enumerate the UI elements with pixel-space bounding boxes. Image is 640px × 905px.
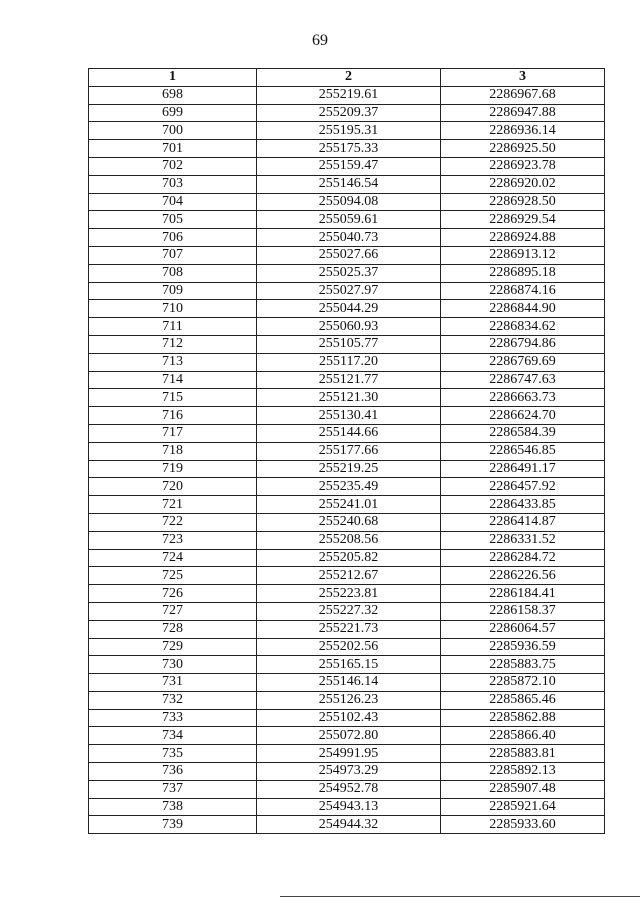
cell-x-coordinate: 255094.08 bbox=[257, 193, 441, 211]
cell-x-coordinate: 255227.32 bbox=[257, 602, 441, 620]
cell-x-coordinate: 254943.13 bbox=[257, 798, 441, 816]
table-row bbox=[89, 816, 605, 834]
cell-point-number: 707 bbox=[89, 246, 257, 264]
cell-x-coordinate: 255235.49 bbox=[257, 478, 441, 496]
table-header-row bbox=[89, 69, 605, 87]
cell-point-number: 720 bbox=[89, 478, 257, 496]
cell-y-coordinate: 2286064.57 bbox=[441, 620, 605, 638]
cell-point-number: 724 bbox=[89, 549, 257, 567]
table-row bbox=[89, 727, 605, 745]
cell-y-coordinate: 2285892.13 bbox=[441, 763, 605, 781]
cell-point-number: 717 bbox=[89, 424, 257, 442]
cell-y-coordinate: 2286920.02 bbox=[441, 175, 605, 193]
cell-x-coordinate: 255027.66 bbox=[257, 246, 441, 264]
table-row bbox=[89, 104, 605, 122]
cell-x-coordinate: 255121.30 bbox=[257, 389, 441, 407]
cell-x-coordinate: 255059.61 bbox=[257, 211, 441, 229]
cell-x-coordinate: 255146.54 bbox=[257, 175, 441, 193]
cell-y-coordinate: 2286874.16 bbox=[441, 282, 605, 300]
table-row bbox=[89, 585, 605, 603]
cell-y-coordinate: 2285872.10 bbox=[441, 674, 605, 692]
column-header-point-number: 1 bbox=[89, 69, 257, 87]
table-row bbox=[89, 656, 605, 674]
coordinates-table bbox=[88, 68, 605, 834]
cell-x-coordinate: 255126.23 bbox=[257, 691, 441, 709]
table-row bbox=[89, 300, 605, 318]
cell-point-number: 700 bbox=[89, 122, 257, 140]
cell-point-number: 719 bbox=[89, 460, 257, 478]
cell-y-coordinate: 2286331.52 bbox=[441, 531, 605, 549]
table-row bbox=[89, 371, 605, 389]
cell-point-number: 729 bbox=[89, 638, 257, 656]
cell-x-coordinate: 255105.77 bbox=[257, 335, 441, 353]
cell-y-coordinate: 2286158.37 bbox=[441, 602, 605, 620]
cell-x-coordinate: 255208.56 bbox=[257, 531, 441, 549]
cell-x-coordinate: 255025.37 bbox=[257, 264, 441, 282]
cell-y-coordinate: 2286913.12 bbox=[441, 246, 605, 264]
cell-point-number: 703 bbox=[89, 175, 257, 193]
cell-y-coordinate: 2286923.78 bbox=[441, 157, 605, 175]
cell-point-number: 708 bbox=[89, 264, 257, 282]
cell-x-coordinate: 255117.20 bbox=[257, 353, 441, 371]
cell-x-coordinate: 255027.97 bbox=[257, 282, 441, 300]
cell-point-number: 716 bbox=[89, 407, 257, 425]
cell-x-coordinate: 255241.01 bbox=[257, 496, 441, 514]
cell-y-coordinate: 2286433.85 bbox=[441, 496, 605, 514]
table-row bbox=[89, 353, 605, 371]
cell-y-coordinate: 2286184.41 bbox=[441, 585, 605, 603]
table-body bbox=[89, 86, 605, 833]
bottom-rule bbox=[280, 896, 640, 897]
table-row bbox=[89, 264, 605, 282]
table-row bbox=[89, 246, 605, 264]
table-row bbox=[89, 674, 605, 692]
cell-x-coordinate: 255060.93 bbox=[257, 318, 441, 336]
cell-y-coordinate: 2285865.46 bbox=[441, 691, 605, 709]
cell-y-coordinate: 2286895.18 bbox=[441, 264, 605, 282]
table-row bbox=[89, 211, 605, 229]
table-row bbox=[89, 513, 605, 531]
cell-point-number: 704 bbox=[89, 193, 257, 211]
table-row bbox=[89, 407, 605, 425]
cell-y-coordinate: 2286769.69 bbox=[441, 353, 605, 371]
table-row bbox=[89, 531, 605, 549]
cell-point-number: 705 bbox=[89, 211, 257, 229]
cell-point-number: 715 bbox=[89, 389, 257, 407]
cell-y-coordinate: 2285883.81 bbox=[441, 745, 605, 763]
table-row bbox=[89, 745, 605, 763]
cell-point-number: 721 bbox=[89, 496, 257, 514]
cell-point-number: 732 bbox=[89, 691, 257, 709]
cell-x-coordinate: 255195.31 bbox=[257, 122, 441, 140]
table-row bbox=[89, 122, 605, 140]
cell-x-coordinate: 255165.15 bbox=[257, 656, 441, 674]
cell-y-coordinate: 2286457.92 bbox=[441, 478, 605, 496]
cell-y-coordinate: 2286947.88 bbox=[441, 104, 605, 122]
cell-x-coordinate: 255219.61 bbox=[257, 86, 441, 104]
cell-x-coordinate: 255044.29 bbox=[257, 300, 441, 318]
cell-point-number: 728 bbox=[89, 620, 257, 638]
table-row bbox=[89, 424, 605, 442]
cell-x-coordinate: 255146.14 bbox=[257, 674, 441, 692]
table-row bbox=[89, 86, 605, 104]
cell-y-coordinate: 2285866.40 bbox=[441, 727, 605, 745]
table-row bbox=[89, 478, 605, 496]
table-row bbox=[89, 763, 605, 781]
table-row bbox=[89, 691, 605, 709]
table-row bbox=[89, 602, 605, 620]
cell-x-coordinate: 255121.77 bbox=[257, 371, 441, 389]
table-row bbox=[89, 175, 605, 193]
table-row bbox=[89, 549, 605, 567]
cell-x-coordinate: 255212.67 bbox=[257, 567, 441, 585]
table-row bbox=[89, 389, 605, 407]
cell-point-number: 738 bbox=[89, 798, 257, 816]
cell-y-coordinate: 2286936.14 bbox=[441, 122, 605, 140]
column-header-x: 2 bbox=[257, 69, 441, 87]
table-row bbox=[89, 335, 605, 353]
cell-x-coordinate: 254952.78 bbox=[257, 780, 441, 798]
cell-y-coordinate: 2286284.72 bbox=[441, 549, 605, 567]
cell-point-number: 699 bbox=[89, 104, 257, 122]
cell-point-number: 718 bbox=[89, 442, 257, 460]
cell-x-coordinate: 255144.66 bbox=[257, 424, 441, 442]
cell-point-number: 711 bbox=[89, 318, 257, 336]
table-row bbox=[89, 282, 605, 300]
cell-point-number: 730 bbox=[89, 656, 257, 674]
cell-y-coordinate: 2286925.50 bbox=[441, 140, 605, 158]
cell-x-coordinate: 255209.37 bbox=[257, 104, 441, 122]
cell-point-number: 731 bbox=[89, 674, 257, 692]
cell-point-number: 702 bbox=[89, 157, 257, 175]
cell-point-number: 714 bbox=[89, 371, 257, 389]
cell-x-coordinate: 255072.80 bbox=[257, 727, 441, 745]
cell-y-coordinate: 2286663.73 bbox=[441, 389, 605, 407]
cell-y-coordinate: 2286844.90 bbox=[441, 300, 605, 318]
table-row bbox=[89, 798, 605, 816]
table-row bbox=[89, 709, 605, 727]
cell-point-number: 727 bbox=[89, 602, 257, 620]
table-row bbox=[89, 780, 605, 798]
cell-x-coordinate: 255159.47 bbox=[257, 157, 441, 175]
cell-point-number: 734 bbox=[89, 727, 257, 745]
cell-x-coordinate: 255040.73 bbox=[257, 229, 441, 247]
cell-y-coordinate: 2285883.75 bbox=[441, 656, 605, 674]
cell-y-coordinate: 2286747.63 bbox=[441, 371, 605, 389]
cell-y-coordinate: 2286624.70 bbox=[441, 407, 605, 425]
cell-x-coordinate: 254991.95 bbox=[257, 745, 441, 763]
cell-y-coordinate: 2286584.39 bbox=[441, 424, 605, 442]
cell-x-coordinate: 254944.32 bbox=[257, 816, 441, 834]
cell-x-coordinate: 255240.68 bbox=[257, 513, 441, 531]
cell-y-coordinate: 2286928.50 bbox=[441, 193, 605, 211]
table-row bbox=[89, 567, 605, 585]
cell-x-coordinate: 255202.56 bbox=[257, 638, 441, 656]
cell-x-coordinate: 255175.33 bbox=[257, 140, 441, 158]
cell-x-coordinate: 255223.81 bbox=[257, 585, 441, 603]
cell-y-coordinate: 2285907.48 bbox=[441, 780, 605, 798]
cell-y-coordinate: 2286794.86 bbox=[441, 335, 605, 353]
cell-x-coordinate: 255177.66 bbox=[257, 442, 441, 460]
table-row bbox=[89, 620, 605, 638]
cell-point-number: 701 bbox=[89, 140, 257, 158]
cell-x-coordinate: 254973.29 bbox=[257, 763, 441, 781]
cell-x-coordinate: 255205.82 bbox=[257, 549, 441, 567]
table-row bbox=[89, 496, 605, 514]
cell-point-number: 733 bbox=[89, 709, 257, 727]
cell-point-number: 736 bbox=[89, 763, 257, 781]
table-row bbox=[89, 638, 605, 656]
cell-point-number: 737 bbox=[89, 780, 257, 798]
cell-point-number: 710 bbox=[89, 300, 257, 318]
cell-y-coordinate: 2285862.88 bbox=[441, 709, 605, 727]
cell-y-coordinate: 2285921.64 bbox=[441, 798, 605, 816]
cell-x-coordinate: 255102.43 bbox=[257, 709, 441, 727]
cell-point-number: 722 bbox=[89, 513, 257, 531]
cell-point-number: 713 bbox=[89, 353, 257, 371]
cell-x-coordinate: 255221.73 bbox=[257, 620, 441, 638]
table-row bbox=[89, 442, 605, 460]
cell-y-coordinate: 2286967.68 bbox=[441, 86, 605, 104]
table-row bbox=[89, 140, 605, 158]
column-header-y: 3 bbox=[441, 69, 605, 87]
cell-y-coordinate: 2286834.62 bbox=[441, 318, 605, 336]
cell-point-number: 726 bbox=[89, 585, 257, 603]
cell-point-number: 723 bbox=[89, 531, 257, 549]
cell-y-coordinate: 2286924.88 bbox=[441, 229, 605, 247]
cell-point-number: 735 bbox=[89, 745, 257, 763]
cell-y-coordinate: 2285933.60 bbox=[441, 816, 605, 834]
cell-y-coordinate: 2286414.87 bbox=[441, 513, 605, 531]
table-row bbox=[89, 460, 605, 478]
cell-y-coordinate: 2286929.54 bbox=[441, 211, 605, 229]
cell-point-number: 709 bbox=[89, 282, 257, 300]
cell-y-coordinate: 2286226.56 bbox=[441, 567, 605, 585]
cell-point-number: 712 bbox=[89, 335, 257, 353]
cell-y-coordinate: 2286546.85 bbox=[441, 442, 605, 460]
cell-x-coordinate: 255130.41 bbox=[257, 407, 441, 425]
table-row bbox=[89, 229, 605, 247]
table-row bbox=[89, 193, 605, 211]
cell-point-number: 706 bbox=[89, 229, 257, 247]
cell-x-coordinate: 255219.25 bbox=[257, 460, 441, 478]
table-row bbox=[89, 318, 605, 336]
page-number: 69 bbox=[312, 32, 328, 49]
cell-point-number: 739 bbox=[89, 816, 257, 834]
cell-point-number: 698 bbox=[89, 86, 257, 104]
cell-y-coordinate: 2286491.17 bbox=[441, 460, 605, 478]
table-row bbox=[89, 157, 605, 175]
cell-y-coordinate: 2285936.59 bbox=[441, 638, 605, 656]
cell-point-number: 725 bbox=[89, 567, 257, 585]
